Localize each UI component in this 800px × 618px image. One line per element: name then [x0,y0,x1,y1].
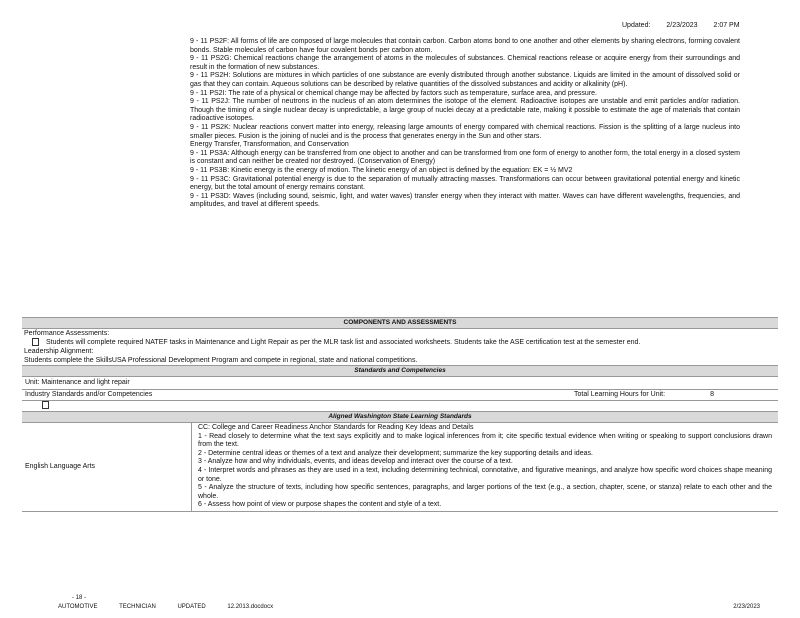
components-table [22,317,778,512]
footer-updated: UPDATED [177,604,206,610]
science-standard: 9 - 11 PS2F: All forms of life are composed of large molecules that contain carbon. Carbon atoms bond to one another and other elements by sharing electrons, forming covalent bonds. Stable molecules of carbon have four covalent bonds per carbon atom. [190,38,740,54]
english-standard: 1 - Read closely to determine what the text says explicitly and to make logical inferences from it; cite specific textual evidence when writing or speaking to support conclusions drawn from the text. [198,432,772,449]
english-standard: CC: College and Career Readiness Anchor Standards for Reading Key Ideas and Details [198,424,474,431]
updated-date: 2/23/2023 [666,22,698,29]
updated-time: 2:07 PM [713,22,740,29]
unit-row [22,377,778,390]
english-row [22,423,778,512]
science-standards-block [190,38,740,210]
science-standard: 9 - 11 PS3D: Waves (including sound, seismic, light, and water waves) transfer energy when they interact with matter. Waves can have different wavelengths, frequencies, and amplitudes, and travel at different speeds. [190,192,740,209]
performance-section [22,329,778,347]
english-standard: 4 - Interpret words and phrases as they are used in a text, including determining technical, connotative, and figurative meanings, and analyze how specific word choices shape meaning or tone. [198,466,772,483]
page-number: - 18 - [72,595,87,601]
performance-text: Students will complete required NATEF tasks in Maintenance and Light Repair as per the MLR task list and associated worksheets. Students take the ASE certification test at the semester end. [46,339,641,346]
leadership-section [22,347,778,366]
performance-heading: Performance Assessments: [24,330,110,337]
english-standard: 6 - Assess how point of view or purpose shapes the content and style of a text. [198,501,442,509]
aligned-header-bar [22,412,778,423]
footer-file: 12.2013.docdocx [227,604,274,610]
total-hours-label: Total Learning Hours for Unit: [574,391,666,398]
science-standard: 9 - 11 PS2I: The rate of a physical or chemical change may be affected by factors such as temperature, surface area, and pressure. [190,89,597,97]
unit-label: Unit: [25,379,40,386]
science-standard: 9 - 11 PS3A: Although energy can be transferred from one object to another and can be transformed from one form of energy to another form, the total energy in a closed system is constant and can neither be created nor destroyed. (Conservation of Energy) [190,149,740,166]
components-header-bar: COMPONENTS AND ASSESSMENTS [22,318,778,329]
updated-stamp [622,22,754,29]
science-standard: 9 - 11 PS2J: The number of neutrons in the nucleus of an atom determines the isotope of the element. Radioactive isotopes are unstable and emit particles and/or radiation. Though the timing of a single nuclear decay is unpredictable, a large group of nuclei decay at a predictable rate, making it possible to estimate the age of materials that contain radioactive isotopes. [190,98,740,123]
standards-header-bar [22,366,778,377]
total-hours [568,390,778,400]
footer-role: TECHNICIAN [119,604,156,610]
unit-name: Maintenance and light repair [41,379,130,386]
total-hours-value: 8 [710,391,714,398]
checkbox-icon [32,338,46,347]
science-standard: 9 - 11 PS3B: Kinetic energy is the energy of motion. The kinetic energy of an object is defined by the equation: EK = ½ MV2 [190,166,573,174]
page-footer [58,595,778,610]
updated-label: Updated: [622,22,651,29]
industry-row [22,390,778,401]
footer-date: 2/23/2023 [733,604,760,610]
english-standard: 2 - Determine central ideas or themes of a text and analyze their development; summarize the key supporting details and ideas. [198,449,593,457]
performance-item [22,338,778,347]
leadership-text: Students complete the SkillsUSA Professional Development Program and compete in regional, state and national competitions. [24,357,418,364]
science-standard: 9 - 11 PS3C: Gravitational potential energy is due to the separation of mutually attracting masses. Transformations can occur between gravitational potential energy and kinetic energy, but the total amount of energy remains constant. [190,175,740,192]
footer-program: AUTOMOTIVE [58,604,98,610]
footer-left [58,604,778,610]
science-standard: 9 - 11 PS2K: Nuclear reactions convert matter into energy, releasing large amounts of energy compared with chemical reactions. Fission is the splitting of a large nucleus into smaller pieces. Fusion is the joining of nuclei and is the process that generates energy in the Sun and other stars. [190,123,740,140]
science-subheading: Energy Transfer, Transformation, and Conservation [190,141,349,149]
english-standard: 3 - Analyze how and why individuals, events, and ideas develop and interact over the course of a text. [198,458,513,466]
industry-label: Industry Standards and/or Competencies [25,391,153,398]
industry-checkbox-row [22,401,778,412]
english-subject: English Language Arts [22,423,192,511]
science-standard: 9 - 11 PS2G: Chemical reactions change the arrangement of atoms in the molecules of substances. Chemical reactions release or acquire energy from their surroundings and result in the formation of new substances. [190,55,740,71]
standards-header-label: Standards and Competencies [354,367,446,374]
english-standards [192,423,778,511]
leadership-heading: Leadership Alignment: [24,348,94,355]
english-standard: 5 - Analyze the structure of texts, including how specific sentences, paragraphs, and larger portions of the text (e.g., a section, chapter, scene, or stanza) relate to each other and the whole. [198,484,772,500]
aligned-header-label: Aligned Washington State Learning Standards [328,413,472,420]
checkbox-icon [42,402,49,409]
science-standard: 9 - 11 PS2H: Solutions are mixtures in which particles of one substance are evenly distributed through another substance. Liquids are limited in the amount of dissolved solid or gas that they can contain. Aqueous solutions can be described by relative quantities of the dissolved substances and acidity or alkalinity (pH). [190,72,740,88]
